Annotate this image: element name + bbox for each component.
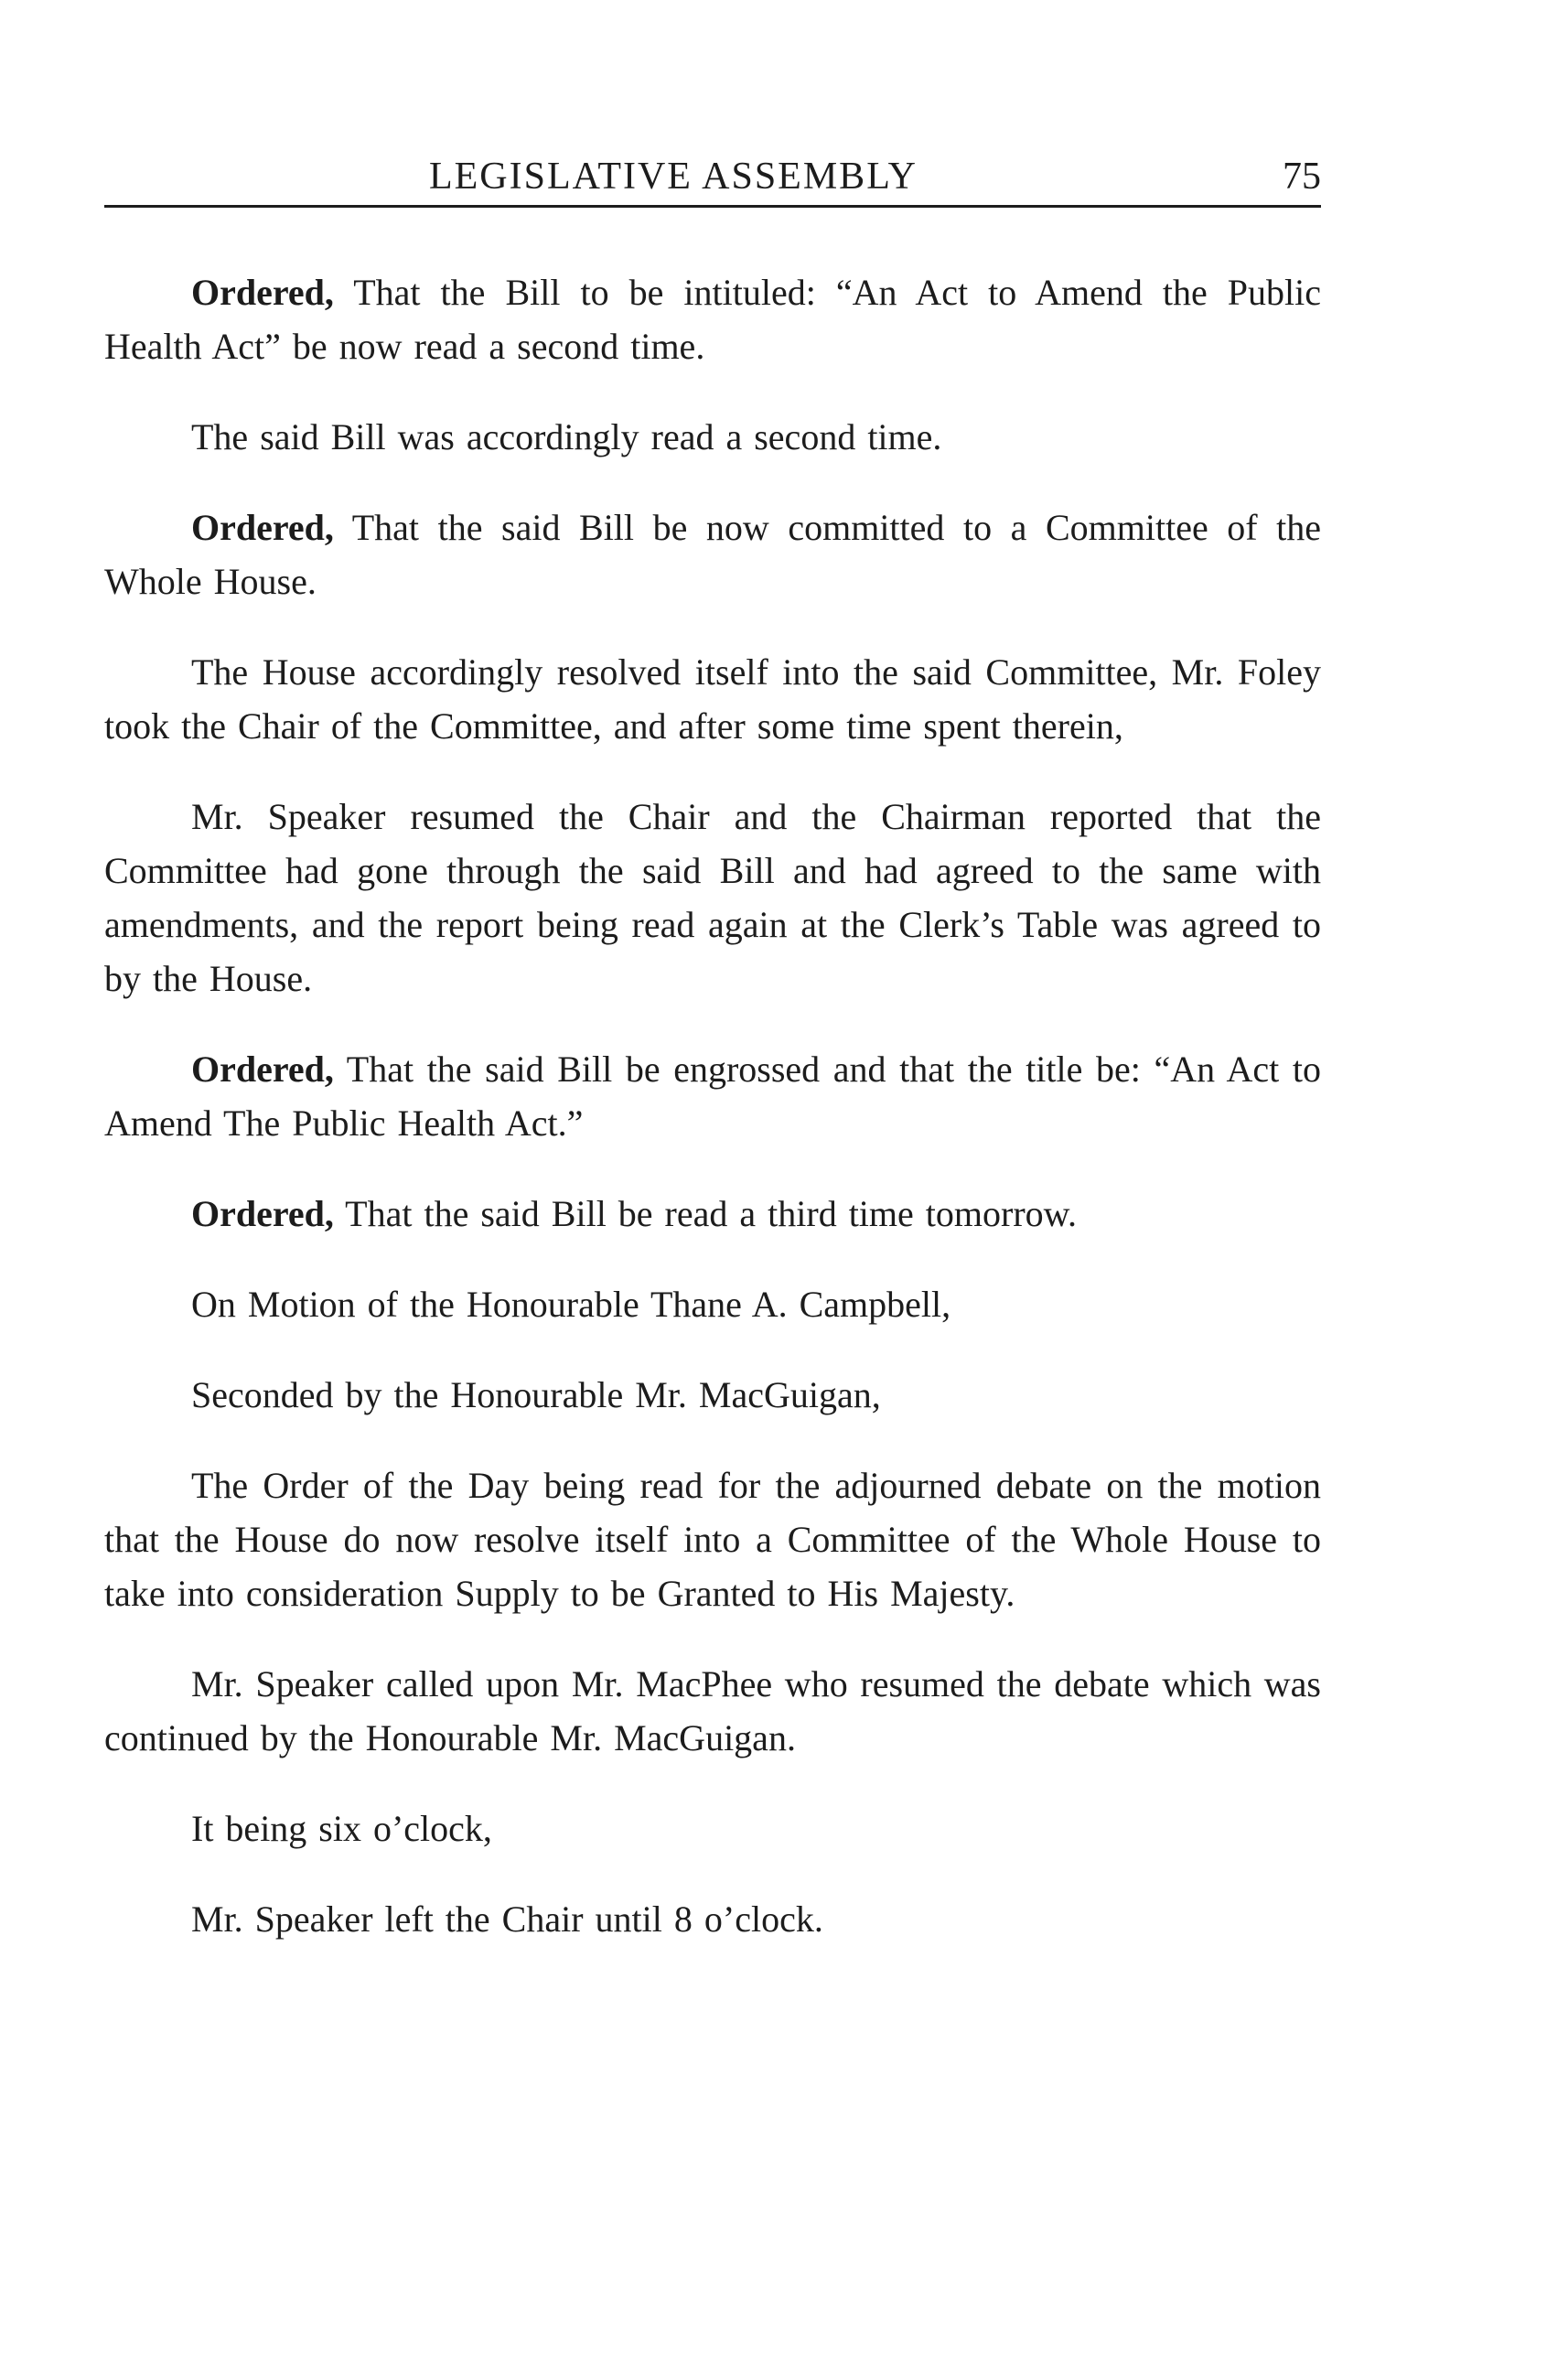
paragraph-2: [104, 410, 1321, 464]
paragraph-text: The House accordingly resolved itself into the said Committee, Mr. Foley took the Chair of the Committee, and after some time spent therein,: [104, 651, 1321, 747]
paragraph-8: [104, 1277, 1321, 1331]
paragraph-text: That the Bill to be intituled: “An Act to Amend the Public Health Act” be now read a second time.: [104, 272, 1321, 367]
paragraph-6: [104, 1042, 1321, 1150]
paragraph-text: Mr. Speaker called upon Mr. MacPhee who resumed the debate which was continued by the Honourable Mr. MacGuigan.: [104, 1663, 1321, 1758]
page-number: 75: [1283, 156, 1321, 198]
paragraph-text: That the said Bill be engrossed and that the title be: “An Act to Amend The Public Health Act.”: [104, 1048, 1321, 1144]
paragraph-9: [104, 1368, 1321, 1422]
page-body: [104, 265, 1321, 1983]
paragraph-text: It being six o’clock,: [191, 1808, 492, 1849]
running-title: LEGISLATIVE ASSEMBLY: [429, 156, 918, 198]
paragraph-12: [104, 1801, 1321, 1855]
paragraph-1: [104, 265, 1321, 373]
paragraph-text: On Motion of the Honourable Thane A. Campbell,: [191, 1284, 951, 1325]
ordered-lead: Ordered,: [191, 507, 334, 548]
paragraph-7: [104, 1187, 1321, 1241]
paragraph-11: [104, 1657, 1321, 1765]
ordered-lead: Ordered,: [191, 1048, 334, 1090]
paragraph-text: Mr. Speaker resumed the Chair and the Chairman reported that the Committee had gone through the said Bill and had agreed to the same with amendments, and the report being read again at the Clerk’s Table was agreed to by the House.: [104, 796, 1321, 999]
paragraph-10: [104, 1458, 1321, 1620]
ordered-lead: Ordered,: [191, 272, 334, 313]
paragraph-text: Seconded by the Honourable Mr. MacGuigan,: [191, 1374, 881, 1415]
paragraph-3: [104, 500, 1321, 608]
paragraph-5: [104, 790, 1321, 1005]
paragraph-text: That the said Bill be read a third time tomorrow.: [333, 1193, 1077, 1234]
paragraph-text: The said Bill was accordingly read a second time.: [191, 416, 942, 457]
paragraph-4: [104, 645, 1321, 753]
running-header: [104, 154, 1321, 208]
paragraph-text: The Order of the Day being read for the adjourned debate on the motion that the House do now resolve itself into a Committee of the Whole House to take into consideration Supply to be Granted to His Majesty.: [104, 1465, 1321, 1614]
paragraph-text: Mr. Speaker left the Chair until 8 o’clock.: [191, 1898, 823, 1940]
paragraph-13: [104, 1892, 1321, 1946]
ordered-lead: Ordered,: [191, 1193, 334, 1234]
paragraph-text: That the said Bill be now committed to a Committee of the Whole House.: [104, 507, 1321, 602]
